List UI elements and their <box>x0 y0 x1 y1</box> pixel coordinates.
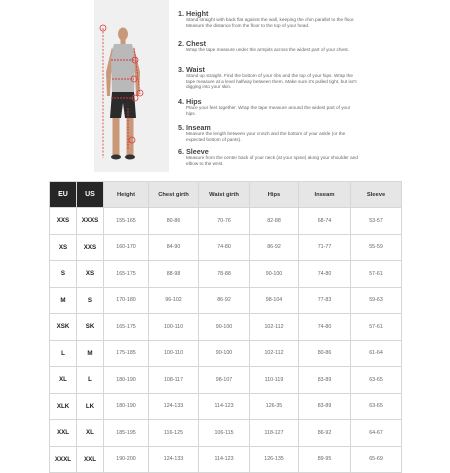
cell-waist-girth: 90-100 <box>199 340 250 367</box>
table-row <box>50 314 402 341</box>
cell-chest-girth: 96-102 <box>149 287 199 314</box>
cell-sleeve: 63-65 <box>351 393 402 420</box>
cell-eu-size: XXXL <box>50 446 77 473</box>
cell-sleeve: 55-59 <box>351 234 402 261</box>
step-description: Stand up straight. Find the bottom of your ribs and the top of your hips. Wrap the tape measure at a level halfway between them. Make sure it's pulled tight, but isn't digging into your skin. <box>186 73 357 90</box>
cell-sleeve: 63-65 <box>351 367 402 394</box>
table-header-row <box>50 182 402 208</box>
cell-waist-girth: 90-100 <box>199 314 250 341</box>
cell-sleeve: 61-64 <box>351 340 402 367</box>
table-row <box>50 261 402 288</box>
cell-chest-girth: 88-98 <box>149 261 199 288</box>
table-row <box>50 367 402 394</box>
cell-inseam: 89-95 <box>299 446 351 473</box>
cell-hips: 126-35 <box>250 393 299 420</box>
cell-waist-girth: 70-76 <box>199 208 250 235</box>
step-title: Chest <box>186 39 206 48</box>
cell-waist-girth: 114-123 <box>199 393 250 420</box>
cell-us-size: L <box>77 367 104 394</box>
cell-eu-size: XSK <box>50 314 77 341</box>
header-chest-girth: Chest girth <box>149 182 199 208</box>
cell-hips: 126-135 <box>250 446 299 473</box>
cell-hips: 82-88 <box>250 208 299 235</box>
cell-us-size: LK <box>77 393 104 420</box>
cell-eu-size: S <box>50 261 77 288</box>
step-description: Wrap the tape measure under the armpits across the widest part of your chest. <box>186 47 350 52</box>
cell-hips: 86-92 <box>250 234 299 261</box>
step-title: Waist <box>186 65 205 74</box>
cell-waist-girth: 78-88 <box>199 261 250 288</box>
header-sleeve: Sleeve <box>351 182 402 208</box>
cell-waist-girth: 98-107 <box>199 367 250 394</box>
cell-height: 165-175 <box>104 261 149 288</box>
table-row <box>50 287 402 314</box>
step-number: 3. <box>178 65 184 74</box>
cell-inseam: 71-77 <box>299 234 351 261</box>
cell-us-size: S <box>77 287 104 314</box>
cell-sleeve: 57-61 <box>351 261 402 288</box>
cell-inseam: 74-80 <box>299 314 351 341</box>
table-row <box>50 393 402 420</box>
cell-eu-size: XS <box>50 234 77 261</box>
cell-inseam: 86-92 <box>299 420 351 447</box>
cell-eu-size: XXL <box>50 420 77 447</box>
step-number: 5. <box>178 123 184 132</box>
step-description: Place your feet together. Wrap the tape measure around the widest part of your hips. <box>186 105 351 116</box>
cell-waist-girth: 86-92 <box>199 287 250 314</box>
cell-height: 175-185 <box>104 340 149 367</box>
cell-chest-girth: 80-86 <box>149 208 199 235</box>
cell-hips: 98-104 <box>250 287 299 314</box>
step-description: Measure the length between your crotch and the bottom of your ankle (or the expected bottom of pants). <box>186 131 346 142</box>
cell-us-size: XL <box>77 420 104 447</box>
cell-chest-girth: 84-90 <box>149 234 199 261</box>
cell-us-size: XS <box>77 261 104 288</box>
cell-inseam: 83-89 <box>299 367 351 394</box>
cell-us-size: SK <box>77 314 104 341</box>
cell-chest-girth: 100-110 <box>149 340 199 367</box>
cell-height: 180-190 <box>104 393 149 420</box>
cell-sleeve: 65-69 <box>351 446 402 473</box>
cell-height: 180-190 <box>104 367 149 394</box>
header-us: US <box>77 182 104 208</box>
cell-hips: 118-127 <box>250 420 299 447</box>
cell-height: 170-180 <box>104 287 149 314</box>
step-number: 1. <box>178 9 184 18</box>
cell-eu-size: XL <box>50 367 77 394</box>
header-inseam: Inseam <box>299 182 351 208</box>
table-row <box>50 420 402 447</box>
cell-hips: 102-112 <box>250 340 299 367</box>
header-hips: Hips <box>250 182 299 208</box>
cell-us-size: XXS <box>77 234 104 261</box>
step-number: 4. <box>178 97 184 106</box>
header-eu: EU <box>50 182 77 208</box>
cell-eu-size: XXS <box>50 208 77 235</box>
cell-height: 155-165 <box>104 208 149 235</box>
cell-eu-size: L <box>50 340 77 367</box>
cell-us-size: XXXS <box>77 208 104 235</box>
cell-inseam: 83-89 <box>299 393 351 420</box>
cell-sleeve: 59-63 <box>351 287 402 314</box>
table-row <box>50 208 402 235</box>
cell-waist-girth: 114-123 <box>199 446 250 473</box>
cell-hips: 90-100 <box>250 261 299 288</box>
step-number: 6. <box>178 147 184 156</box>
step-title: Sleeve <box>186 147 209 156</box>
cell-inseam: 80-86 <box>299 340 351 367</box>
model-figure-panel <box>94 0 169 172</box>
cell-chest-girth: 116-125 <box>149 420 199 447</box>
step-title: Height <box>186 9 209 18</box>
cell-inseam: 77-83 <box>299 287 351 314</box>
cell-chest-girth: 124-133 <box>149 446 199 473</box>
cell-eu-size: XLK <box>50 393 77 420</box>
table-row <box>50 340 402 367</box>
table-body <box>50 208 402 473</box>
step-description: Stand straight with back flat against the wall, keeping the chin parallel to the floor. Measure the distance from the floor to the top of your head. <box>186 17 355 28</box>
cell-waist-girth: 106-115 <box>199 420 250 447</box>
cell-eu-size: M <box>50 287 77 314</box>
cell-us-size: M <box>77 340 104 367</box>
cell-height: 160-170 <box>104 234 149 261</box>
measurement-guide <box>94 0 364 172</box>
step-title: Inseam <box>186 123 211 132</box>
cell-height: 185-195 <box>104 420 149 447</box>
model-figure-illustration <box>94 0 169 172</box>
cell-sleeve: 57-61 <box>351 314 402 341</box>
size-chart-table <box>49 181 402 473</box>
step-title: Hips <box>186 97 202 106</box>
cell-sleeve: 64-67 <box>351 420 402 447</box>
cell-height: 190-200 <box>104 446 149 473</box>
header-waist-girth: Waist girth <box>199 182 250 208</box>
table-row <box>50 234 402 261</box>
cell-chest-girth: 100-110 <box>149 314 199 341</box>
step-description: Measure from the center back of your neck (at your spine) along your shoulder and elbow to the wrist. <box>186 155 358 166</box>
cell-chest-girth: 108-117 <box>149 367 199 394</box>
cell-hips: 102-112 <box>250 314 299 341</box>
header-height: Height <box>104 182 149 208</box>
cell-sleeve: 53-57 <box>351 208 402 235</box>
cell-hips: 110-119 <box>250 367 299 394</box>
step-number: 2. <box>178 39 184 48</box>
table-row <box>50 446 402 473</box>
cell-height: 165-175 <box>104 314 149 341</box>
cell-chest-girth: 124-133 <box>149 393 199 420</box>
cell-inseam: 74-80 <box>299 261 351 288</box>
cell-waist-girth: 74-80 <box>199 234 250 261</box>
cell-us-size: XXL <box>77 446 104 473</box>
cell-inseam: 68-74 <box>299 208 351 235</box>
